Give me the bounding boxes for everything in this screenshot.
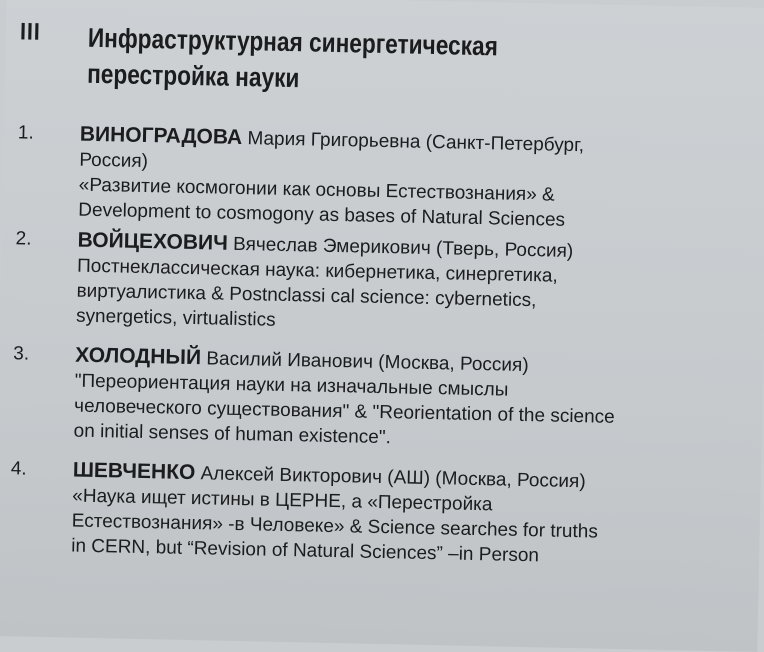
item-text-line: «Наука ищет истины в ЦЕРНЕ, а «Перестройка — [72, 485, 493, 516]
speaker-surname: ХОЛОДНЫЙ — [74, 343, 202, 370]
section-title-line-2: перестройка науки — [86, 58, 300, 94]
section-title — [87, 20, 498, 101]
item-number: 1. — [17, 122, 34, 144]
speaker-surname: ВИНОГРАДОВА — [79, 122, 243, 150]
speaker-details: Вячеслав Эмерикович (Тверь, Россия) — [227, 233, 574, 262]
item-body — [71, 458, 751, 573]
list-item — [9, 456, 751, 572]
speaker-surname: ШЕВЧЕНКО — [72, 458, 196, 485]
list-item — [16, 120, 758, 236]
item-body — [73, 343, 753, 458]
section-heading — [19, 18, 577, 102]
speaker-details: Василий Иванович (Москва, Россия) — [200, 348, 529, 377]
item-body — [78, 122, 758, 237]
speaker-details: Мария Григорьевна (Санкт-Петербург, — [241, 128, 585, 157]
item-text-line: виртуалистика & Postnclassi cal science: cybernetics, — [76, 280, 537, 312]
section-number: III — [19, 18, 41, 46]
item-text-line: «Развитие космогонии как основы Естествознания» & — [78, 174, 555, 206]
list-item — [14, 226, 756, 342]
item-text-line: "Переориентация науки на изначальные смыслы — [74, 370, 509, 401]
item-text-line: synergetics, virtualistics — [75, 305, 276, 331]
item-text-line: Постнеклассическая наука: кибернетика, синергетика, — [76, 255, 558, 287]
item-body — [76, 228, 756, 343]
item-number: 2. — [15, 228, 32, 250]
speaker-surname: ВОЙЦЕХОВИЧ — [77, 228, 229, 255]
item-text-line: Естествознания» -в Человеке» & Science searches for truths — [71, 510, 599, 543]
speaker-details: Алексей Викторович (АШ) (Москва, Россия) — [195, 463, 586, 493]
item-text-line: on initial senses of human existence". — [73, 420, 392, 449]
list-item — [11, 341, 753, 457]
item-number: 3. — [13, 343, 30, 365]
item-text-line: Development to cosmogony as bases of Natural Sciences — [78, 199, 566, 231]
item-number: 4. — [10, 458, 27, 480]
section-title-line-1: Инфраструктурная синергетическая — [87, 22, 499, 62]
item-text-line: Россия) — [79, 149, 149, 173]
speaker-list — [9, 120, 758, 572]
item-text-line: человеческого существования" & "Reorientation of the science — [73, 395, 615, 428]
item-text-line: in CERN, but “Revision of Natural Sciences” –in Person — [71, 535, 540, 567]
